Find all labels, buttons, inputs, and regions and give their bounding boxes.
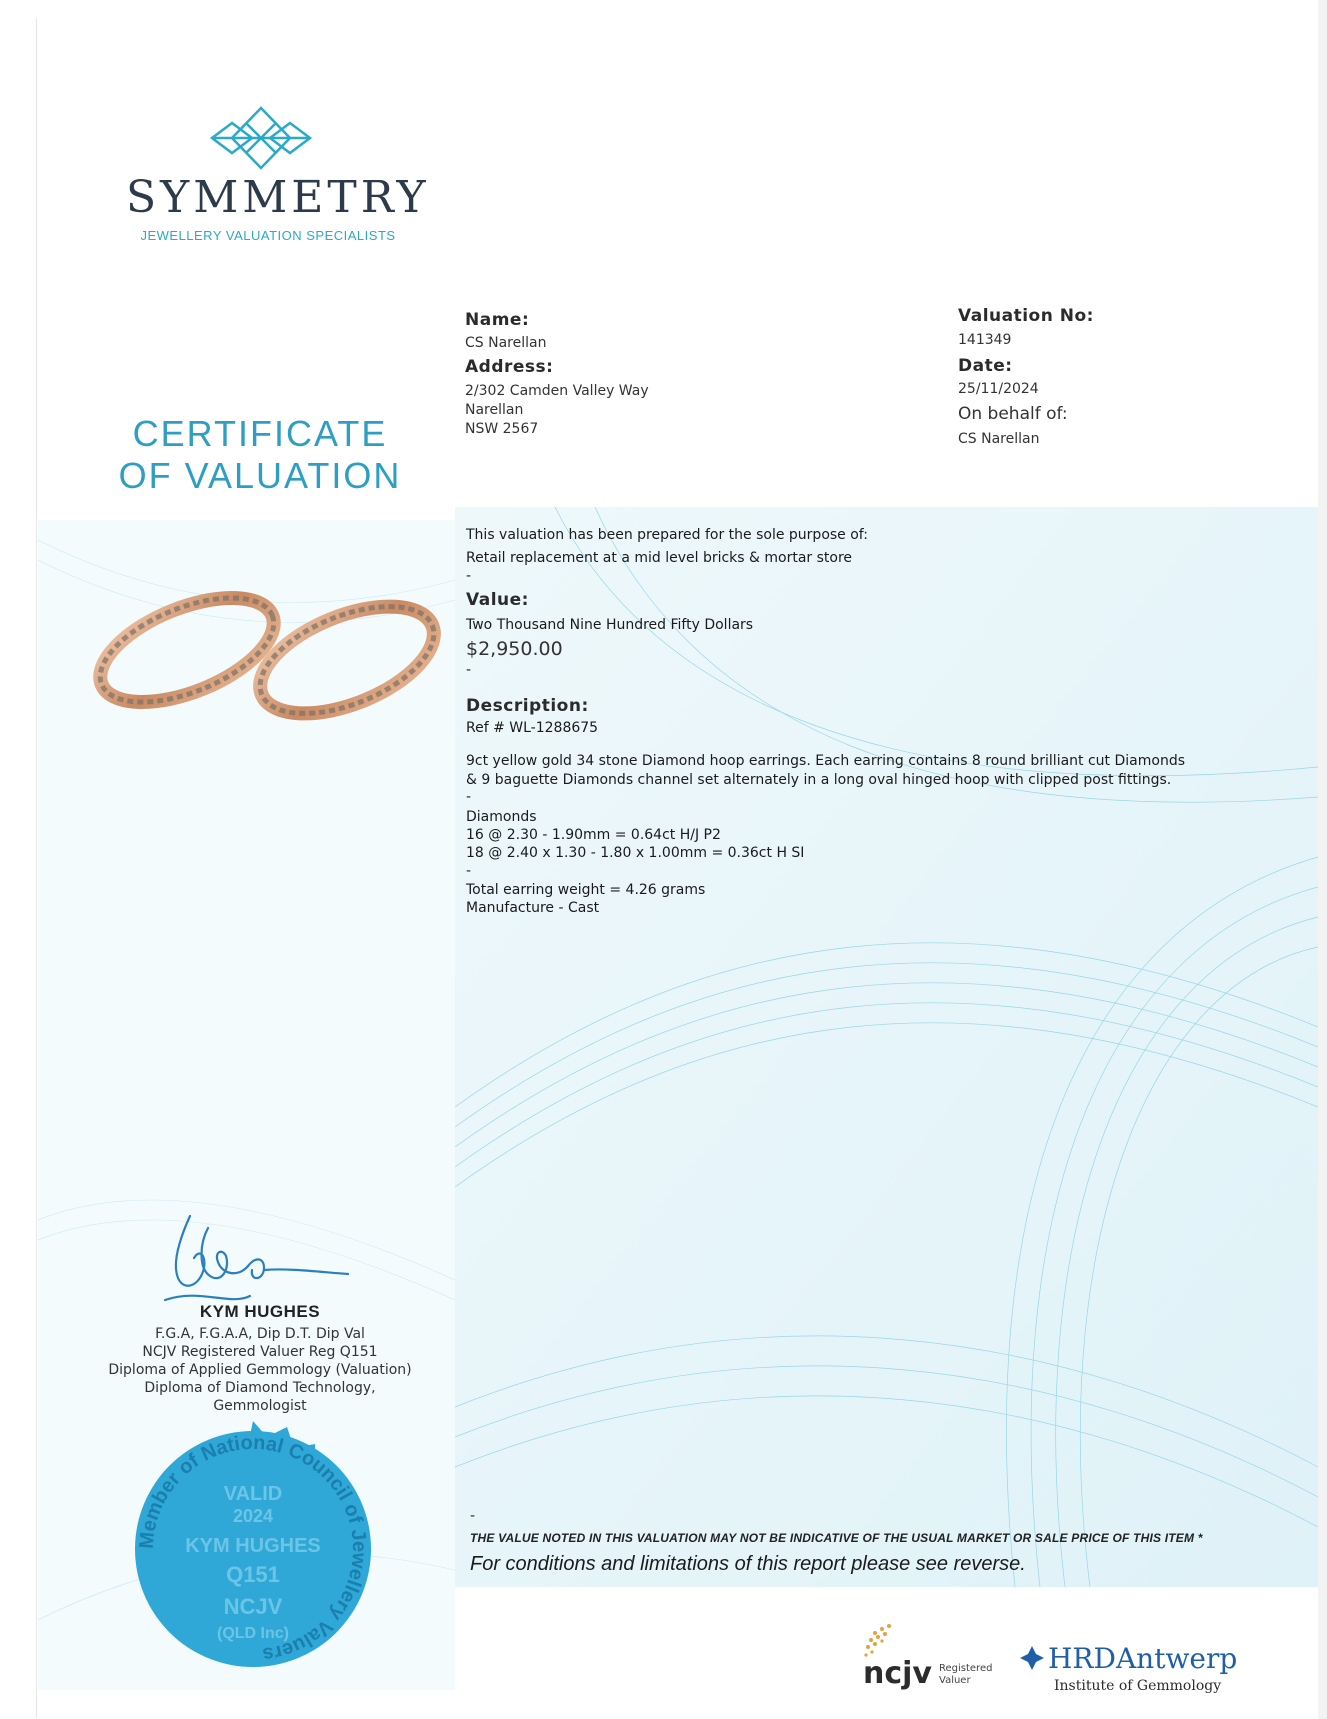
- seal-line: Q151: [226, 1562, 280, 1587]
- separator-dash: -: [466, 662, 472, 678]
- seal-line: KYM HUGHES: [185, 1535, 321, 1557]
- valuer-credential: F.G.A, F.G.A.A, Dip D.T. Dip Val: [155, 1326, 365, 1342]
- ncjv-sub-2: Valuer: [939, 1675, 971, 1686]
- value-in-words: Two Thousand Nine Hundred Fifty Dollars: [466, 617, 754, 633]
- total-weight: Total earring weight = 4.26 grams: [466, 882, 706, 898]
- address-line-2: Narellan: [465, 402, 524, 418]
- guilloche-panel: [455, 507, 1318, 1587]
- brand-tagline: JEWELLERY VALUATION SPECIALISTS: [140, 228, 396, 243]
- description-line-2: & 9 baguette Diamonds channel set alternately in a long oval hinged hoop with clipped post fittings.: [466, 772, 1172, 788]
- client-name: CS Narellan: [465, 335, 547, 351]
- seal-ring-text: Member of National Council of Jewellery Valuers: [135, 1431, 371, 1666]
- valuation-no: 141349: [958, 332, 1012, 348]
- purpose-text: Retail replacement at a mid level bricks & mortar store: [466, 550, 853, 566]
- valuer-credential: Diploma of Diamond Technology,: [144, 1380, 376, 1396]
- seal-line: VALID: [223, 1483, 283, 1505]
- diamond-spec-2: 18 @ 2.40 x 1.30 - 1.80 x 1.00mm = 0.36ct H SI: [466, 845, 805, 861]
- diamonds-heading: Diamonds: [466, 809, 537, 825]
- valuer-credential: Gemmologist: [213, 1398, 307, 1414]
- valuer-credential: Diploma of Applied Gemmology (Valuation): [108, 1362, 412, 1378]
- certificate-title-line-1: CERTIFICATE: [132, 413, 388, 454]
- certificate-title-line-2: OF VALUATION: [118, 455, 402, 496]
- certificate-title: [100, 413, 420, 497]
- page-edge: [1318, 0, 1327, 1719]
- seal-line: (QLD Inc): [217, 1625, 289, 1642]
- ncjv-wordmark: ncjv: [863, 1656, 932, 1691]
- separator-dash: -: [466, 863, 472, 879]
- hrd-antwerp-logo: [1018, 1620, 1238, 1700]
- valuation-date: 25/11/2024: [958, 381, 1039, 397]
- reference-number: Ref # WL-1288675: [466, 720, 599, 736]
- manufacture: Manufacture - Cast: [466, 900, 600, 916]
- page-border: [36, 18, 37, 1718]
- date-label: Date:: [958, 356, 1013, 376]
- earrings-photo: [92, 555, 442, 725]
- address-line-1: 2/302 Camden Valley Way: [465, 383, 649, 399]
- separator-dash: -: [466, 568, 472, 584]
- separator-dash: -: [466, 789, 472, 805]
- behalf-name: CS Narellan: [958, 431, 1040, 447]
- description-line-1: 9ct yellow gold 34 stone Diamond hoop earrings. Each earring contains 8 round brilliant cut Diamonds: [466, 753, 1185, 769]
- diamond-spec-1: 16 @ 2.30 - 1.90mm = 0.64ct H/J P2: [466, 827, 721, 843]
- value-amount: $2,950.00: [466, 638, 563, 660]
- seal-line: 2024: [232, 1506, 274, 1526]
- address-label: Address:: [465, 357, 554, 377]
- behalf-label: On behalf of:: [958, 404, 1068, 424]
- value-label: Value:: [466, 590, 529, 610]
- hrd-subtitle: Institute of Gemmology: [1054, 1678, 1222, 1694]
- purpose-intro: This valuation has been prepared for the sole purpose of:: [466, 527, 868, 543]
- valuer-name: KYM HUGHES: [199, 1302, 321, 1321]
- reverse-note: For conditions and limitations of this report please see reverse.: [470, 1553, 1026, 1575]
- name-label: Name:: [465, 310, 530, 330]
- brand-name: SYMMETRY: [126, 172, 430, 223]
- valuer-credential: NCJV Registered Valuer Reg Q151: [142, 1344, 378, 1360]
- symmetry-diamond-logo-icon: [200, 105, 322, 171]
- disclaimer: THE VALUE NOTED IN THIS VALUATION MAY NOT BE INDICATIVE OF THE USUAL MARKET OR SALE PRICE OF THIS ITEM *: [470, 1531, 1203, 1545]
- valuation-no-label: Valuation No:: [958, 306, 1094, 326]
- address-line-3: NSW 2567: [465, 421, 539, 437]
- description-label: Description:: [466, 696, 589, 716]
- valuer-signature: [160, 1208, 350, 1313]
- hrd-wordmark: HRDAntwerp: [1048, 1642, 1238, 1675]
- seal-line: NCJV: [223, 1594, 283, 1619]
- ncjv-registered-valuer-logo: [855, 1615, 1015, 1695]
- separator-dash: -: [470, 1508, 476, 1524]
- ncjv-sub-1: Registered: [939, 1663, 993, 1674]
- ncjv-member-seal: [122, 1418, 384, 1680]
